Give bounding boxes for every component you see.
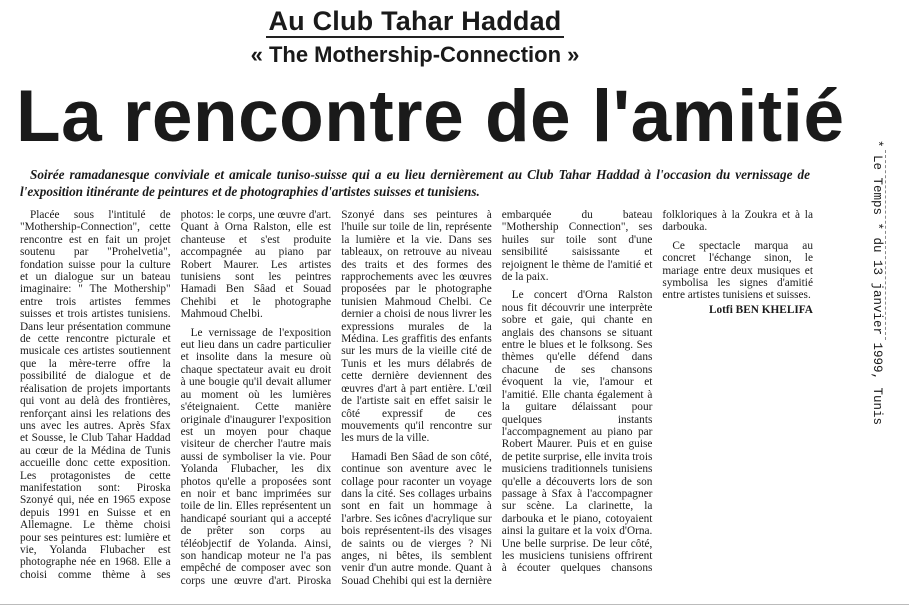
body-paragraph: Ce spectacle marqua au concret l'échange sinon, le mariage entre deux musiques et symbolisa les signes d'amitié entre artistes tunisiens et suisses. [662,239,813,302]
body-paragraph: Placée sous l'intitulé de "Mothership-Connection", cette rencontre est en fait un projet soutenu par "Prohelvetia", fondation suisse pour la culture et un dialogue sur un bateau imaginaire: " The Mothership" entre trois artistes femmes suisses et trois artistes tunisiens. Dans leur présentation commune de cette rencontre picturale et musicale ces artistes soutiennent que la mère-terre offre la possibilité de dialogue et de réalisation de projets importants qui vont au delà des frontières, renforçant ainsi les relations des uns avec les autres. Après Sfax et Sousse, le Club Tahar Haddad au cœur de la Médina de Tunis accueille donc cette exposition. Les protagonistes de cette manifestation sont: Piroska Szonyé qui, née en 1965 expose depuis 1991 en Suisse et en Allemagne. Le thème choisi pour ses peintures est: lumière et vie, Yolanda Flubacher est photographe née en 1968. Elle a choisi comme thème à ses photos: le corps, une œuvre d'art. Quant à Orna Ralston, elle est chanteuse et s'est produite accompagnée au piano par Robert Maurer. Les artistes tunisiens sont les peintres Hamadi Ben Sâad et Souad Chehibi et le photographe Mahmoud Chelbi. [20,209,332,581]
page-fold-line [0,604,909,605]
lead-paragraph: Soirée ramadanesque conviviale et amicale tuniso-suisse qui a eu lieu dernièrement au Club Tahar Haddad à l'occasion du vernissage de l'exposition itinérante de peintures et de photographies d'artistes suisses et tunisiens. [20,167,810,199]
subtitle: « The Mothership-Connection » [250,42,580,67]
body-paragraph: Le vernissage de l'exposition eut lieu dans un cadre particulier et insolite dans la mesure où chaque spectateur avait eu droit à une bougie qu'il devait allumer au moment où les lumières s'éteignaient. Cette manière originale d'inaugurer l'exposition est un moyen pour chaque visiteur de chercher l'autre mais aussi de symboliser la vie. Pour Yolanda Flubacher, les dix photos qu'elle a proposées sont en noir et banc imprimées sur toile de lin. Elles représentent un handicapé souriant qui a accepté de prêter son corps au téléobjectif de Yolanda. Ainsi, son handicap moteur ne l'a pas empêché de composer avec son corps une œuvre d'art. Piroska Szonyé dans ses peintures à l'huile sur toile de lin, représente la lumière et la vie. Dans ses tableaux, on retrouve au niveau des traits et des formes des rapprochements avec les œuvres proposées par le photographe tunisien Mahmoud Chelbi. Ce dernier a choisi de nous livrer les expressions murales de la Médina. Les graffitis des enfants sur les murs de la vieille cité de Tunis et les murs délabrés de cette dernière deviennent des œuvres d'art à part entière. L'œil de l'artiste sait en effet saisir le côté expressif de ces mouvements qu'il rencontre sur les murs de la ville. [180,209,492,587]
source-line: * Le Temps * du 13 janvier 1999, Tunis [870,140,884,426]
kicker-text: Au Club Tahar Haddad [268,6,562,36]
article-body [20,209,813,589]
headline: La rencontre de l'amitié [16,76,845,157]
author-signature: Lotfi BEN KHELIFA [708,303,813,316]
page-edge-marks [885,150,892,340]
kicker [0,6,830,37]
body-paragraph: Hamadi Ben Sâad de son côté, continue son aventure avec le collage pour raconter un voyage dans la cité. Ses collages urbains sont en fait un hommage à l'arbre. Ses icônes d'acrylique sur bois représentent-ils des visages de saints ou de vierges ? Ni anges, ni bêtes, ils semblent venir d'un autre monde. Quant à Souad Chehibi qui est la dernière embarquée du bateau "Mothership Connection", ses huiles sur toile sont d'une sensibilité saisissante et rejoignent le thème de l'amitié et de la paix. [341,209,653,587]
body-paragraph: Le concert d'Orna Ralston nous fit découvrir une interprète sobre et gaie, qui chante en anglais des chansons se situant entre le blues et le folksong. Ses thèmes qu'elle défend dans chacune de ses chansons évoquent la vie, l'amour et l'amitié. Elle chanta également à la guitare délaissant pour quelques instants l'accompagnement au piano par Robert Maurer. Puis et en guise de petite surprise, elle invita trois musiciens traditionnels tunisiens qu'elle a découverts lors de son passage à Sfax à l'accompagner sur scène. La clarinette, la darbouka et le piano, cotoyaient ainsi la guitare et la voix d'Orna. Une belle surprise. De leur côté, les musiciens tunisiens offrirent à écouter quelques chansons folkloriques à la Zoukra et à la darbouka. [501,209,813,575]
